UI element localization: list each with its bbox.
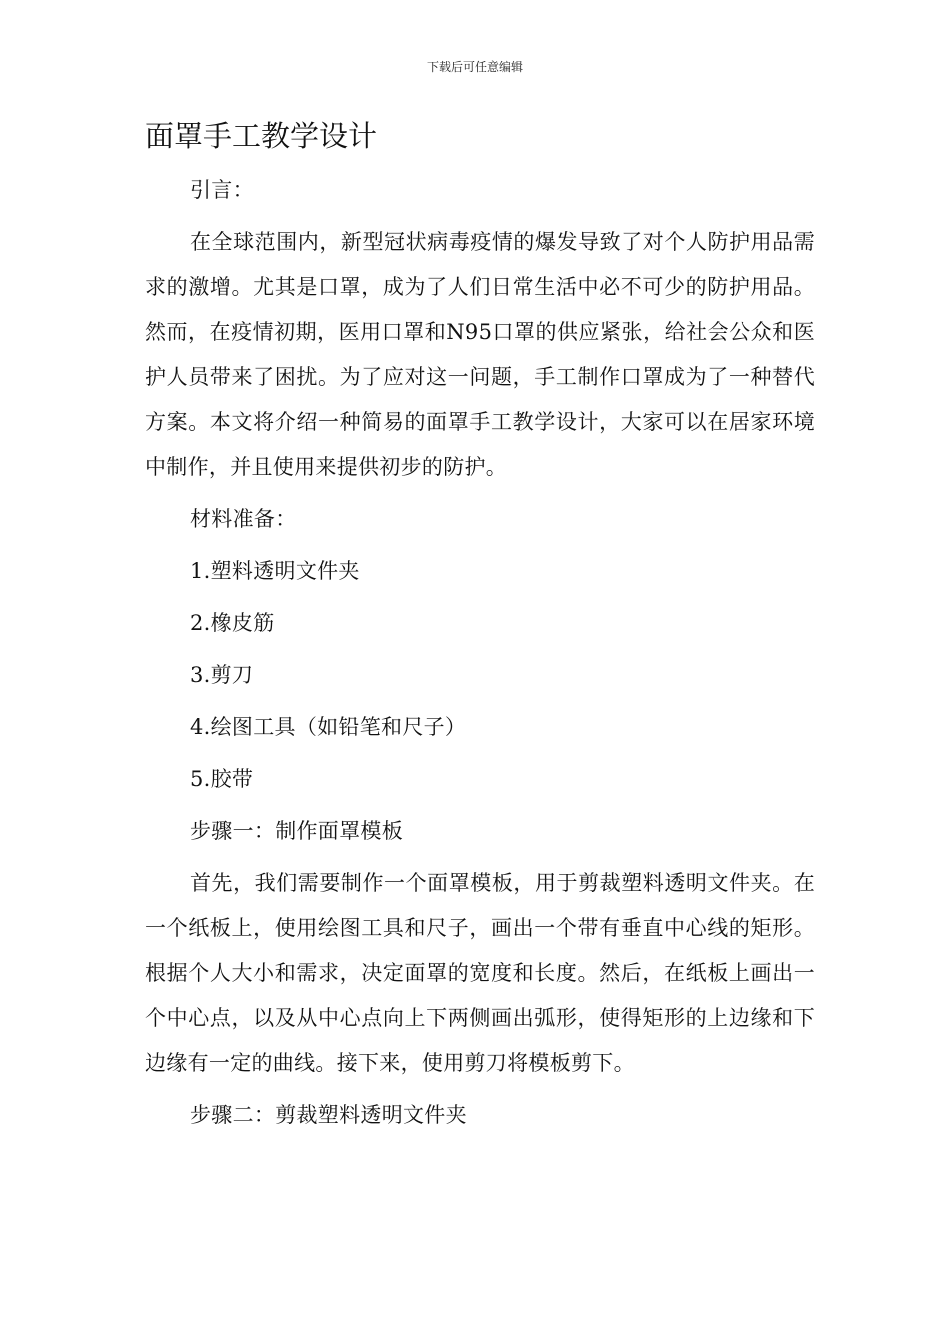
materials-heading: 材料准备： — [190, 507, 297, 531]
material-item: 1.塑料透明文件夹 — [190, 559, 360, 583]
intro-heading: 引言： — [190, 178, 254, 202]
header-note: 下载后可任意编辑 — [426, 60, 523, 74]
document-body — [145, 168, 815, 1138]
step1-paragraph: 首先，我们需要制作一个面罩模板，用于剪裁塑料透明文件夹。在一个纸板上，使用绘图工具和尺子，画出一个带有垂直中心线的矩形。根据个人大小和需求，决定面罩的宽度和长度。然后，在纸板上画出一个中心点，以及从中心点向上下两侧画出弧形，使得矩形的上边缘和下边缘有一定的曲线。接下来，使用剪刀将模板剪下。 — [145, 871, 815, 1075]
step2-heading: 步骤二：剪裁塑料透明文件夹 — [190, 1103, 467, 1127]
material-item: 4.绘图工具（如铅笔和尺子） — [190, 715, 467, 739]
intro-paragraph: 在全球范围内，新型冠状病毒疫情的爆发导致了对个人防护用品需求的激增。尤其是口罩，成为了人们日常生活中必不可少的防护用品。然而，在疫情初期，医用口罩和N95口罩的供应紧张，给社会公众和医护人员带来了困扰。为了应对这一问题，手工制作口罩成为了一种替代方案。本文将介绍一种简易的面罩手工教学设计，大家可以在居家环境中制作，并且使用来提供初步的防护。 — [145, 230, 815, 479]
material-item: 3.剪刀 — [190, 663, 254, 687]
material-item: 5.胶带 — [190, 767, 254, 791]
material-item: 2.橡皮筋 — [190, 611, 275, 635]
step1-heading: 步骤一：制作面罩模板 — [190, 819, 403, 843]
page-title: 面罩手工教学设计 — [145, 119, 378, 153]
